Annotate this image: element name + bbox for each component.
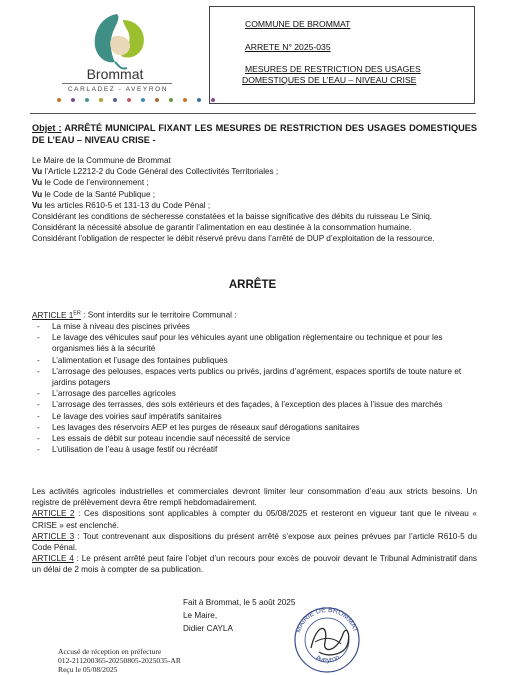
preamble-considerant-2: Considérant la nécessité absolue de garantir l’alimentation en eau destinée à la consommation humaine. <box>32 223 412 233</box>
article-1-item: - Le lavage des véhicules sauf pour les véhicules ayant une obligation règlementaire ou technique et pour les organismes liés à la sécurité <box>32 332 477 354</box>
article-1 <box>32 308 477 455</box>
article-1-item: - L’arrosage des pelouses, espaces verts publics ou privés, jardins d’agrément, espaces sportifs de toute nature et jardins potagers <box>32 366 477 388</box>
arrete-title: ARRÊTE <box>228 279 277 291</box>
logo-dot <box>141 98 145 102</box>
header-title-line1: MESURES DE RESTRICTION DES USAGES <box>245 64 421 74</box>
articles-block <box>32 486 477 576</box>
logo-dot <box>113 98 117 102</box>
logo-dot <box>183 98 187 102</box>
preamble-vu-3: Vu le Code de la Santé Publique ; <box>32 189 156 199</box>
article-1-intro: ARTICLE 1ER : Sont interdits sur le territoire Communal : <box>32 310 237 320</box>
svg-text:MAIRIE DE BROMMAT <box>295 607 359 634</box>
prefecture-receipt <box>58 647 181 675</box>
logo-dot <box>99 98 103 102</box>
article-3: ARTICLE 3 : Tout contrevenant aux dispositions du présent arrêté s’expose aux peines prévues par l’article R610-5 du Code Pénal. <box>32 531 477 553</box>
objet <box>32 122 477 146</box>
handwritten-signature <box>311 628 349 654</box>
svg-text:Aveyron <box>314 654 340 664</box>
article-2: ARTICLE 2 : Ces dispositions sont applicables à compter du 05/08/2025 et resteront en vigueur tant que le niveau « CRISE » est enclenché. <box>32 509 477 530</box>
signature-role: Le Maire, <box>183 610 218 620</box>
article-1-item: - La mise à niveau des piscines privées <box>32 321 477 332</box>
signature-block <box>183 597 295 635</box>
logo-name: Brommat <box>86 66 144 82</box>
article-1-item: - Les lavages des réservoirs AEP et les purges de réseaux sauf dérogations sanitaires <box>32 422 477 433</box>
preamble-vu-2: Vu le Code de l’environnement ; <box>32 178 149 188</box>
article-1-item: - Les essais de débit sur poteau incendie sauf nécessité de service <box>32 433 477 444</box>
signature-place-date: Fait à Brommat, le 5 août 2025 <box>183 598 296 607</box>
logo-dot <box>57 98 61 102</box>
article-1-item: - L’arrosage des parcelles agricoles <box>32 388 477 399</box>
header-commune: COMMUNE DE BROMMAT <box>245 19 351 29</box>
article-4: ARTICLE 4 : Le présent arrêté peut faire l’objet d’un recours pour excès de pouvoir devant le Tribunal Administratif dans un délai de 2 mois à compter de sa publication. <box>32 554 477 575</box>
article-1-item: - L’arrosage des terrasses, des sols extérieurs et des façades, à l’exception des places à l’issue des marchés <box>32 399 477 410</box>
article-1-item: - Le lavage des voiries sauf impératifs sanitaires <box>32 411 477 422</box>
stamp-bottom-text: Aveyron <box>314 654 341 665</box>
preamble <box>32 155 477 245</box>
receipt-line-3: Reçu le 05/08/2025 <box>58 665 118 675</box>
article-1-item: - L’alimentation et l’usage des fontaines publiques <box>32 355 477 366</box>
header-arrete-number: ARRETE N° 2025-035 <box>245 42 331 52</box>
receipt-line-1: Accusé de réception en préfecture <box>58 647 162 656</box>
objet-text: ARRÊTÉ MUNICIPAL FIXANT LES MESURES DE RESTRICTION DES USAGES DOMESTIQUES DE L’EAU – NIVEAU CRISE - <box>32 123 477 145</box>
signature-name: Didier CAYLA <box>183 623 233 633</box>
logo-dot <box>169 98 173 102</box>
objet-label: Objet : <box>32 123 62 133</box>
logo-dot <box>197 98 201 102</box>
logo-dot <box>71 98 75 102</box>
preamble-vu-1: Vu l’Article L2212-2 du Code Général des Collectivités Territoriales ; <box>32 167 279 177</box>
article-1-list <box>32 321 477 455</box>
logo-dot <box>127 98 131 102</box>
logo-dots <box>57 98 215 102</box>
preamble-considerant-1: Considérant les conditions de sécheresse constatées et la baisse significative des débits du ruisseau Le Siniq. <box>32 212 433 222</box>
header-title-line2: DOMESTIQUES DE L’EAU – NIVEAU CRISE <box>242 75 417 85</box>
preamble-maire: Le Maire de la Commune de Brommat <box>32 156 171 165</box>
stamp-top-text: MAIRIE DE BROMMAT <box>295 606 359 634</box>
logo-subtitle: CARLADEZ - AVEYRON <box>67 86 169 93</box>
article-1-item: - L’utilisation de l’eau à usage festif ou récréatif <box>32 444 477 455</box>
header-divider <box>30 113 476 114</box>
header-box <box>209 6 475 104</box>
receipt-line-2: 012-211200365-20250805-2025035-AR <box>58 656 181 666</box>
logo-dot <box>155 98 159 102</box>
preamble-vu-4: Vu les articles R610-5 et 131-13 du Code Pénal ; <box>32 200 211 210</box>
preamble-considerant-3: Considérant l’obligation de respecter le débit réservé prévu dans l’arrêté de DUP d’exploitation de la ressource. <box>32 234 435 244</box>
mairie-stamp <box>289 602 365 674</box>
activites-paragraph: Les activités agricoles industrielles et commerciales devront limiter leur consommation d’eau aux stricts besoins. Un registre de prélèvement devra être rempli hebdomadairement. <box>32 487 477 508</box>
logo-dot <box>85 98 89 102</box>
logo-divider <box>62 83 172 84</box>
